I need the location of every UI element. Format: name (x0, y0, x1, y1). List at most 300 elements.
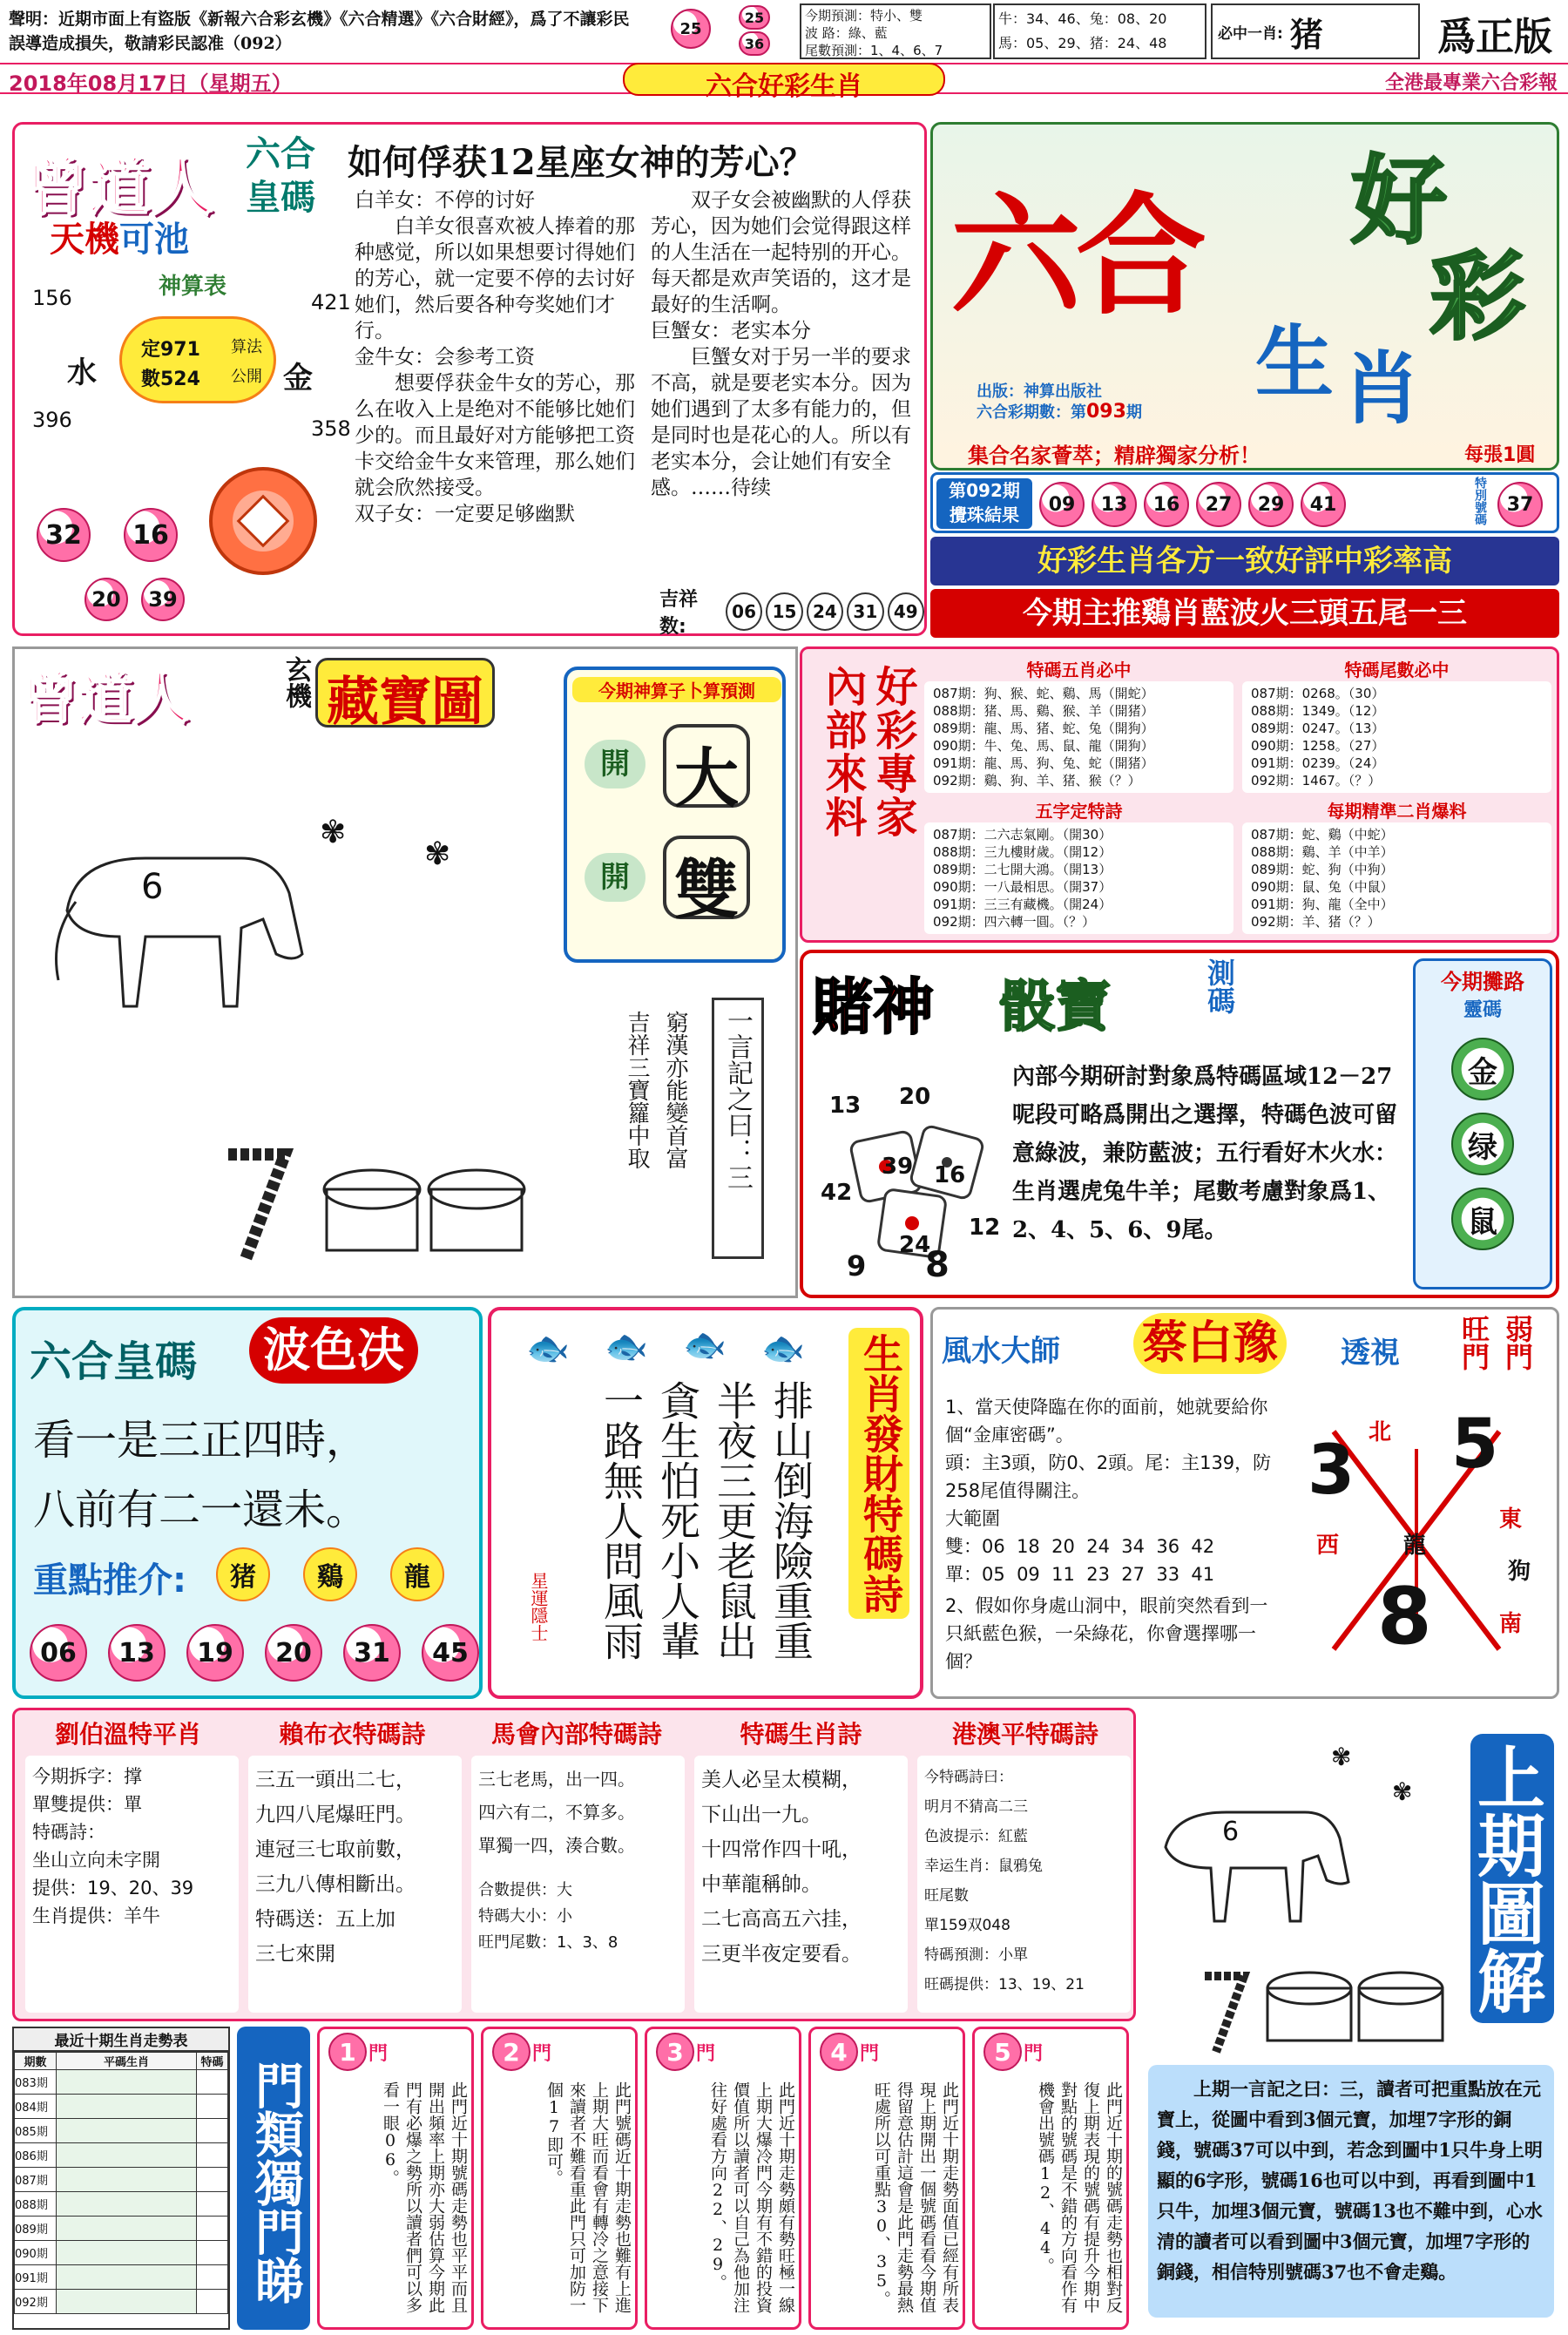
poem-line: 單159双048 (924, 1917, 1010, 1934)
table-row (15, 2217, 228, 2241)
table-row: 091期：龍、馬、狗、兔、蛇（開猪） (933, 755, 1154, 771)
cow-icon (1148, 1777, 1366, 1934)
poem-header: 特碼生肖詩 (740, 1720, 862, 1749)
recommend-ball: 06 (30, 1624, 87, 1682)
poem-line: 提供：19、20、39 (32, 1878, 194, 1898)
poem-line: 二七高高五六挂， (701, 1908, 862, 1931)
trend-title: 最近十期生肖走勢表 (14, 2028, 228, 2052)
fengshui-title-1: 風水大師 (942, 1334, 1060, 1369)
fengshui-panel (930, 1307, 1559, 1699)
gong: 公開 (231, 368, 262, 386)
dir-east: 東 (1499, 1506, 1523, 1533)
poem-line: 旺尾數 (924, 1887, 969, 1905)
door-ball: 1 (328, 2033, 367, 2071)
ding: 定971 (141, 339, 200, 361)
poem-col-5 (917, 1756, 1131, 2013)
last-period-title: 上期圖解 (1470, 1734, 1554, 2023)
poem-line: 旺碼提供：13、19、21 (924, 1976, 1085, 1993)
side-title-1: 好彩專家 (868, 665, 917, 839)
cow-icon (41, 806, 320, 1032)
poem-col-2 (248, 1756, 462, 2013)
table-row (15, 2143, 228, 2168)
poem-line: 生肖提供：羊牛 (32, 1905, 160, 1926)
special-label: 特別號碼 (1473, 477, 1487, 525)
table-tail (1242, 656, 1551, 793)
door-card (808, 2027, 965, 2330)
result-ball: 41 (1301, 482, 1346, 527)
ingot-icon (320, 1163, 537, 1259)
table-row: 088期：猪、馬、鷄、猴、羊（開猪） (933, 703, 1154, 719)
num-421: 421 (311, 290, 351, 315)
poem-line: 中華龍稱帥。 (701, 1873, 821, 1896)
tag-1: 六合 (246, 134, 315, 174)
num-156: 156 (32, 286, 72, 310)
col-zodiac: 平碼生肖 (57, 2053, 197, 2070)
compass-8: 8 (1377, 1571, 1432, 1662)
jin-sub: 靈碼 (1463, 999, 1502, 1021)
recommend-balls (30, 1624, 479, 1682)
number-ball: 39 (141, 578, 185, 621)
number-ball: 25 (671, 9, 711, 49)
shu: 數524 (141, 369, 200, 390)
treasure-title-1: 曾道人 (22, 667, 189, 732)
article-col-1: 白羊女：不停的讨好 白羊女很喜欢被人捧着的那种感觉，所以如果想要讨得她们的芳心，就一定要不停的去讨好她们，然后要各种夸奖她们才行。 金牛女：会参考工资 想要俘获金牛女的芳心，那么在收入上是绝对不能够比她们少的。而且最好对方能够把工资卡交给金牛女来管理，那么她们就会欣然接受。 双子女：一定要足够幽默 (355, 189, 635, 525)
poem-title: 生肖發財特碼詩 (848, 1328, 909, 1619)
poem-header: 賴布衣特碼詩 (279, 1720, 426, 1749)
table-row: 091期：0239。（24） (1251, 755, 1385, 771)
door-label: 門 (368, 2042, 389, 2065)
issue-cell: 083期 (15, 2070, 57, 2095)
dir-south: 南 (1499, 1611, 1523, 1637)
jin-ball: 鼠 (1451, 1188, 1514, 1250)
door-label: 門 (696, 2042, 716, 2065)
table-row: 089期：龍、馬、猪、蛇、兔（開狗） (933, 721, 1154, 736)
must-win-zodiac: 猪 (1289, 15, 1323, 54)
poems-panel (12, 1708, 1136, 2021)
table-row: 087期：0268。（30） (1251, 686, 1385, 701)
wave-title-2: 波色决 (249, 1317, 418, 1384)
poems-headers (20, 1716, 1133, 1750)
disclaimer: 聲明：近期市面上有盜版《新報六合彩玄機》《六合精選》《六合財經》，爲了不讓彩民誤導造成損失，敬請彩民認准（092） (9, 10, 630, 53)
fengshui-title-4: 旺門 (1457, 1315, 1490, 1371)
coin-chain-icon (224, 1146, 294, 1268)
dice-num: 9 (847, 1249, 867, 1283)
poem-line: 今期拆字：撑 (32, 1766, 142, 1787)
poem-2: 吉祥三寶籮中取 (624, 1011, 650, 1169)
date: 2018年08月17日（星期五） (9, 71, 293, 96)
recommend-ball: 20 (265, 1624, 322, 1682)
fengshui-p3: 大範圍 (945, 1508, 1000, 1529)
fengshui-title-2: 蔡白豫 (1133, 1313, 1287, 1374)
table-row (15, 2192, 228, 2217)
side-title-2: 內部來料 (818, 665, 867, 839)
butterfly-icon: ✾ (1331, 1743, 1352, 1771)
prediction-row: 尾數預測：1、4、6、7 (805, 43, 943, 58)
door-ball: 2 (492, 2033, 531, 2071)
fish-icon: 🐟 (761, 1329, 805, 1369)
issue-cell: 092期 (15, 2290, 57, 2314)
masthead-title-1: 六合 (950, 181, 1202, 333)
lucky-ball: 15 (766, 592, 802, 631)
poem-line: 色波提示：紅藍 (924, 1828, 1028, 1845)
result-ball: 09 (1039, 482, 1085, 527)
poem-header: 劉伯溫特平肖 (54, 1720, 201, 1749)
flower-decoration (198, 456, 328, 586)
article-panel (12, 122, 927, 636)
table-two-zodiac (1242, 797, 1551, 934)
dice-panel (800, 950, 1559, 1298)
last-period-panel (1139, 1708, 1559, 2326)
fish-icon: 🐟 (683, 1325, 727, 1365)
dir-west: 西 (1316, 1533, 1340, 1559)
door-card (645, 2027, 801, 2330)
period: 第092期 (949, 480, 1020, 501)
treasure-title-2: 玄機 (280, 656, 311, 708)
period-label (936, 478, 1032, 529)
poem-col: 一路無人問風雨 (598, 1380, 645, 1661)
poem-col: 貪生怕死小人輩 (654, 1380, 701, 1661)
slogan-2: 好彩生肖各方一致好評中彩率高 (930, 537, 1559, 585)
fa: 算法 (231, 338, 262, 356)
fengshui-title-3: 透視 (1341, 1336, 1400, 1371)
special-ball: 37 (1497, 482, 1543, 527)
compass-5: 5 (1451, 1405, 1499, 1484)
table-row: 090期：鼠、兔（中鼠） (1251, 879, 1394, 895)
table-row: 089期：蛇、狗（中狗） (1251, 862, 1394, 877)
prediction-row: 波 路：綠、藍 (805, 25, 888, 41)
table-row (15, 2241, 228, 2265)
shensuan-box (24, 268, 351, 477)
poem-line: 特碼送：五上加 (255, 1908, 395, 1931)
table-row: 089期：0247。（13） (1251, 721, 1385, 736)
trend-panel (12, 2027, 230, 2330)
fengshui-text (945, 1393, 1276, 1675)
yiyan: 一言記之曰：三 (712, 998, 764, 1259)
table-row (15, 2290, 228, 2314)
table-row: 087期：狗、猴、蛇、鷄、馬（開蛇） (933, 686, 1154, 701)
dice-title-3: 測碼 (1203, 958, 1236, 1014)
lucky-ball: 31 (847, 592, 883, 631)
masthead-title-2: 好 (1351, 146, 1447, 257)
result-ball: 13 (1092, 482, 1137, 527)
masthead-slogan: 集合名家薈萃；精辟獨家分析！ (968, 443, 1260, 468)
poem-line: 下山出一九。 (701, 1804, 821, 1826)
cow-drawing (41, 806, 320, 1032)
issue-cell: 084期 (15, 2095, 57, 2119)
cow-number: 6 (141, 867, 164, 907)
poem-line: 合數提供：大 (478, 1881, 572, 1899)
poem-line: 幸运生肖：鼠鴉兔 (924, 1858, 1043, 1875)
jin-box (1413, 958, 1552, 1289)
logo-sub-1: 天機 (50, 220, 119, 260)
prediction-card (564, 667, 786, 963)
zodiac-dog: 狗 (1508, 1559, 1531, 1585)
poem-line: 三九八傳相斷出。 (255, 1873, 416, 1896)
dan-label: 單： (945, 1564, 982, 1585)
issue-cell: 085期 (15, 2119, 57, 2143)
table-row: 090期：牛、兔、馬、鼠、龍（開狗） (933, 738, 1154, 754)
table-title: 五字定特詩 (1035, 801, 1123, 822)
masthead (930, 122, 1559, 470)
doors-panel (233, 2027, 1136, 2330)
treasure-title-3: 藏寶圖 (315, 658, 495, 728)
num-396: 396 (32, 408, 72, 432)
poem-header: 港澳平特碼詩 (951, 1720, 1098, 1749)
issue-line (977, 400, 1142, 423)
article-title: 如何俘获12星座女神的芳心？ (348, 142, 814, 183)
last-period-body: 上期一言記之曰：三，讀者可把重點放在元寶上，從圖中看到3個元寶，加埋7字形的銅錢，號碼37可以中到，若念到圖中1只牛身上明顯的6字形，號碼16也可以中到，再看到圖中1只牛，加埋3個元寶，號碼13也不難中到，心水清的讀者可以看到圖中3個元寶，加埋7字形的銅錢，相信特別號碼37也不會走鷄。 (1148, 2065, 1554, 2318)
poem-line: 十四常作四十吼， (701, 1838, 862, 1861)
number-ball: 16 (124, 508, 178, 562)
poem-line: 三五一頭出二七， (255, 1769, 416, 1791)
col-special: 特碼 (197, 2053, 228, 2070)
last-baskets (1261, 1969, 1453, 2047)
treasure-panel (12, 646, 798, 1298)
shuang-label: 雙 (663, 836, 750, 919)
poem-1: 窮漢亦能變首富 (662, 1011, 688, 1169)
cow-number: 6 (1222, 1817, 1240, 1847)
door-card (317, 2027, 474, 2330)
zodiac-ball: 猪 (216, 1547, 270, 1601)
dice-num: 16 (934, 1162, 966, 1188)
dice-num: 24 (899, 1232, 931, 1258)
big-label: 大 (663, 724, 750, 808)
recommend-ball: 13 (108, 1624, 166, 1682)
table-row (15, 2168, 228, 2192)
tuijian-label: 重點推介: (33, 1560, 186, 1601)
shuang-numbers: 06 18 20 24 34 36 42 (982, 1536, 1215, 1557)
dice-title-2: 骰寶 (999, 975, 1111, 1039)
number-ball: 20 (84, 578, 128, 621)
butterfly-icon: ✾ (320, 815, 347, 850)
table-row: 092期：四六轉一圓。（？） (933, 914, 1096, 930)
dice-num: 13 (829, 1093, 862, 1119)
table-row (15, 2070, 228, 2095)
table-five-char (924, 797, 1233, 934)
table-row (15, 2265, 228, 2290)
fish-icon: 🐟 (526, 1329, 570, 1369)
butterfly-icon: ✾ (424, 836, 451, 872)
lucky-ball: 24 (807, 592, 843, 631)
poem-line: 連冠三七取前數， (255, 1838, 416, 1861)
door-ball: 5 (983, 2033, 1022, 2071)
dice-title-1: 賭神 (812, 971, 934, 1043)
result-ball: 27 (1196, 482, 1241, 527)
baskets-icon (320, 1163, 537, 1259)
baskets-icon (1261, 1969, 1453, 2047)
poem-panel (488, 1307, 923, 1699)
table-five-zodiac (924, 656, 1233, 793)
table-row (15, 2095, 228, 2119)
issue-cell: 091期 (15, 2265, 57, 2290)
must-win-box (1211, 3, 1420, 59)
poem-line: 單獨一四，湊合數。 (478, 1835, 635, 1856)
table-row: 091期：狗、龍（全中） (1251, 897, 1394, 912)
result-ball: 29 (1248, 482, 1294, 527)
compass-3: 3 (1308, 1431, 1355, 1510)
poem-col: 排山倒海險重重 (767, 1380, 814, 1661)
poem-line: 三七老馬，出一四。 (478, 1769, 635, 1790)
dice-num: 42 (821, 1180, 853, 1206)
door-text: 此門近十期的號碼走勢也相對反復上期表現的號碼有提升今期中對點的號碼是不錯的方向看作有機會出號碼12、44。 (1036, 2081, 1123, 2313)
col-issue: 期數 (15, 2053, 57, 2070)
gold-label: 金 (283, 361, 313, 396)
prediction-box (800, 3, 991, 59)
issue-suffix: 期 (1125, 403, 1142, 422)
dice-illustration (821, 1084, 1001, 1293)
wave-title-1: 六合皇碼 (30, 1337, 198, 1386)
must-win-label: 必中一肖: (1218, 24, 1283, 43)
logo: 曾道人 (25, 151, 214, 224)
right-note: 全港最專業六合彩報 (1384, 72, 1558, 94)
door-number (328, 2033, 388, 2071)
doors-title: 門類獨門睇 (237, 2027, 310, 2330)
shuang-label: 雙： (945, 1536, 982, 1557)
table-row: 089期：二七開大鴻。（開13） (933, 862, 1112, 877)
dice-num: 12 (969, 1215, 1001, 1241)
header (0, 0, 1568, 102)
poem-line: 三更半夜定要看。 (701, 1943, 862, 1966)
table-title: 特碼五肖必中 (1026, 660, 1132, 680)
publisher: 出版：神算出版社 (977, 382, 1102, 401)
last-coin-chain (1200, 1969, 1253, 2056)
door-number (820, 2033, 879, 2071)
wave-line-2: 八前有二一還未。 (33, 1486, 368, 1534)
dir-north: 北 (1369, 1419, 1392, 1445)
door-card (481, 2027, 638, 2330)
table-title: 特碼尾數必中 (1344, 660, 1450, 680)
poem-line: 三七來開 (255, 1943, 335, 1966)
trend-table (14, 2052, 228, 2314)
fengshui-p2: 頭：主3頭，防0、2頭。尾：主139，防258尾值得關注。 (945, 1452, 1272, 1501)
tag-2: 皇碼 (246, 178, 315, 218)
issue-cell: 088期 (15, 2192, 57, 2217)
fengshui-p4: 2、假如你身處山洞中，眼前突然看到一只紙藍色猴，一朵綠花，你會選擇哪一個？ (945, 1595, 1268, 1672)
dice-body: 內部今期研討對象爲特碼區域12－27呢段可略爲開出之選擇，特碼色波可留意綠波，兼防藍波；五行看好木火水：生肖選虎兔牛羊；尾數考慮對象爲1、2、4、5、6、9尾。 (1012, 1064, 1398, 1243)
shensuan-title: 神算表 (159, 274, 227, 300)
poem-line: 美人必呈太模糊， (701, 1769, 862, 1791)
poem-header: 馬會內部特碼詩 (490, 1720, 662, 1749)
door-number (492, 2033, 551, 2071)
table-title: 每期精準二肖爆料 (1327, 801, 1467, 822)
authentic-label: 爲正版 (1437, 15, 1552, 59)
lucky-label: 吉祥数: (659, 589, 699, 638)
table-row: 090期：1258。（27） (1251, 738, 1385, 754)
poem-col-3 (471, 1756, 685, 2013)
number-ball: 32 (37, 508, 91, 562)
door-label: 門 (860, 2042, 880, 2065)
compass (1281, 1397, 1551, 1684)
dice-num: 8 (925, 1245, 950, 1285)
poem-col: 半夜三更老鼠出 (711, 1380, 758, 1661)
table-row: 092期：鷄、狗、羊、猪、猴（？） (933, 773, 1141, 788)
flower-icon (198, 456, 328, 586)
kai-1: 開 (585, 740, 645, 788)
door-number (983, 2033, 1043, 2071)
zodiac-numbers-box (993, 3, 1206, 59)
dice-num: 20 (899, 1084, 931, 1110)
fengshui-p1: 1、當天使降臨在你的面前，她就要給你個“金庫密碼”。 (945, 1397, 1268, 1445)
article-col-2: 双子女会被幽默的人俘获芳心，因为她们会觉得跟这样的人生活在一起特别的开心。每天都是欢声笑语的，这才是最好的生活啊。 巨蟹女：老实本分 巨蟹女对于另一半的要求不高，就是要老实本分。因为她们遇到了太多有能力的，但是同时也是花心的人。所以有老实本分，会让她们有安全感。……待续 (651, 189, 911, 499)
poem-line: 今特碼詩曰： (924, 1769, 1013, 1786)
water-label: 水 (67, 355, 97, 390)
door-text: 此門近十期走勢頗有勢旺極一線上期大爆冷門今期有不錯的投資價值所以讀者可以自己為他加注往好處看方向22、29。 (708, 2081, 795, 2313)
top-numbers (662, 5, 793, 58)
poem-line: 坐山立向未字開 (32, 1850, 160, 1871)
recommend-ball: 45 (422, 1624, 479, 1682)
price: 每張1圓 (1464, 444, 1536, 466)
results-balls (1039, 482, 1346, 527)
wave-panel (12, 1307, 483, 1699)
poem-line: 特碼詩： (32, 1822, 105, 1843)
coin-chain (224, 1146, 294, 1268)
issue-cell: 090期 (15, 2241, 57, 2265)
number-ball: 25 (739, 5, 770, 30)
results-bar (930, 472, 1559, 533)
zodiac-numbers-row: 牛：34、46、兔：08、20 (998, 10, 1167, 27)
table-row: 088期：1349。（12） (1251, 703, 1385, 719)
table-row: 087期：蛇、鷄（中蛇） (1251, 827, 1394, 843)
door-text: 此門近十期號碼走勢也平平而且開出頻率上期亦大弱估算今期此門有必爆之勢所以讀者們可以多看一眼06。 (381, 2081, 468, 2313)
poem-col-1 (25, 1756, 239, 2013)
door-label: 門 (532, 2042, 552, 2065)
zodiac-numbers-row: 馬：05、29、猪：24、48 (998, 35, 1167, 51)
formula-box (119, 316, 276, 403)
poem-line: 旺門尾數：1、3、8 (478, 1933, 618, 1952)
poem-line: 特碼大小：小 (478, 1907, 572, 1926)
poem-line: 特碼預測：小單 (924, 1946, 1028, 1964)
table-row: 088期：鷄、羊（中羊） (1251, 844, 1394, 860)
door-number (656, 2033, 715, 2071)
door-label: 門 (1024, 2042, 1044, 2065)
issue-number: 093 (1086, 401, 1126, 423)
jin-ball: 绿 (1451, 1113, 1514, 1175)
logo-sub (50, 212, 189, 261)
issue-cell: 086期 (15, 2143, 57, 2168)
banner: 六合好彩生肖 (623, 63, 945, 96)
result-ball: 16 (1144, 482, 1189, 527)
masthead-title-3: 彩 (1429, 241, 1525, 353)
num-358: 358 (311, 416, 351, 441)
number-ball: 36 (739, 31, 770, 56)
logo-sub-2: 可池 (119, 220, 189, 260)
table-row: 090期：一八最相思。（開37） (933, 879, 1112, 895)
dice-num: 39 (882, 1154, 914, 1180)
inside-panel (800, 646, 1559, 943)
issue-label: 六合彩期數：第 (977, 403, 1086, 422)
zodiac-ball: 鷄 (303, 1547, 357, 1601)
doors-row (317, 2027, 1129, 2330)
table-row: 088期：三九樓財歲。（開12） (933, 844, 1112, 860)
zodiac-ball: 龍 (390, 1547, 444, 1601)
slogan-3: 今期主推鷄肖藍波火三頭五尾一三 (930, 589, 1559, 638)
poem-line: 明月不猜高二三 (924, 1798, 1028, 1816)
masthead-panel (930, 122, 1559, 645)
last-cow (1148, 1777, 1366, 1934)
table-row: 091期：三三有藏機。（開24） (933, 897, 1112, 912)
issue-cell: 087期 (15, 2168, 57, 2192)
kai-2: 開 (585, 853, 645, 902)
poem-col-4 (694, 1756, 908, 2013)
door-text: 此門號碼近十期走勢也難有上進上期大旺而看會有轉冷之意接下來讀者不難看重此門只可加防一個17即可。 (544, 2081, 632, 2313)
recommend-ball: 31 (343, 1624, 401, 1682)
door-ball: 3 (656, 2033, 694, 2071)
poem-line: 四六有二，不算多。 (478, 1802, 635, 1823)
period-2: 攪珠結果 (950, 504, 1019, 525)
table-row (15, 2119, 228, 2143)
poem-line: 單雙提供：單 (32, 1794, 142, 1815)
masthead-title-5: 肖 (1342, 343, 1421, 435)
